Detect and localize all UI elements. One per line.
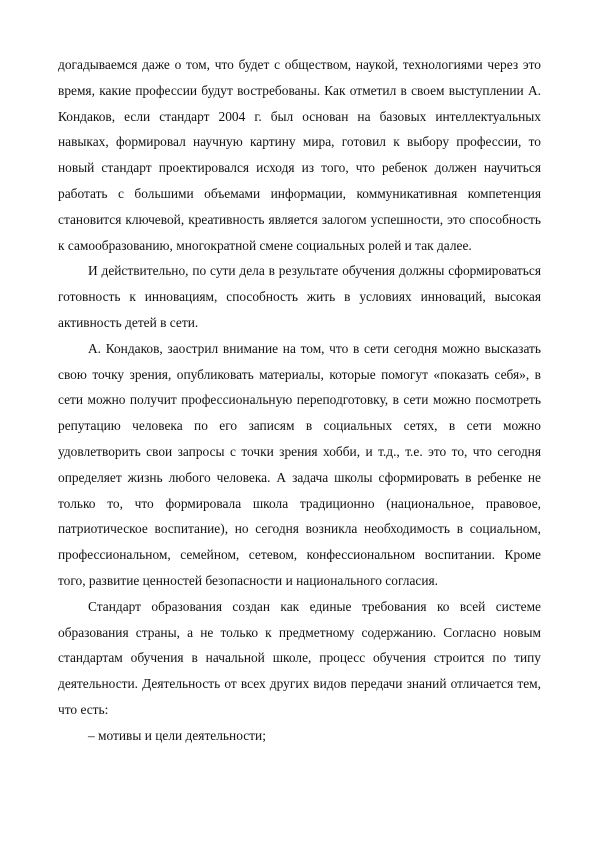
list-item-motives: – мотивы и цели деятельности; [88, 727, 266, 743]
paragraph-network: А. Кондаков, заострил внимание на том, что в сети сегодня можно высказать свою точку зрения, опубликовать материалы, которые помогут «показать себя», в сети можно получит профессиональную переподготовку, в сети можно посмотреть репутацию человека по его записям в социальных сетях, в сети можно удовлетворить свои запросы с точки зрения хобби, и т.д., т.е. это то, что сегодня определяет жизнь любого человека. А задача школы сформировать в ребенке не только то, что формировала школа традиционно (национальное, правовое, патриотическое воспитание), но сегодня возникла необходимость в социальном, профессиональном, семейном, сетевом, конфессиональном воспитании. Кроме того, развитие ценностей безопасности и национального согласия. [58, 340, 541, 588]
paragraph-innovation: И действительно, по сути дела в результате обучения должны сформироваться готовность к инновациям, способность жить в условиях инноваций, высокая активность детей в сети. [58, 263, 541, 330]
paragraph-continuation: догадываемся даже о том, что будет с обществом, наукой, технологиями через это время, какие профессии будут востребованы. Как отметил в своем выступлении А. Кондаков, если стандарт 2004 г. был основан на базовых интеллектуальных навыках, формировал научную картину мира, готовил к выбору профессии, то новый стандарт проектировался исходя из того, что ребенок должен научиться работать с большими объемами информации, коммуникативная компетенция становится ключевой, креативность является залогом успешности, это способность к самообразованию, многократной смене социальных ролей и так далее. [58, 57, 541, 253]
paragraph-standard: Стандарт образования создан как единые требования ко всей системе образования страны, а не только к предметному содержанию. Согласно новым стандартам обучения в начальной школе, процесс обучения строится по типу деятельности. Деятельность от всех других видов передачи знаний отличается тем, что есть: [58, 598, 541, 717]
